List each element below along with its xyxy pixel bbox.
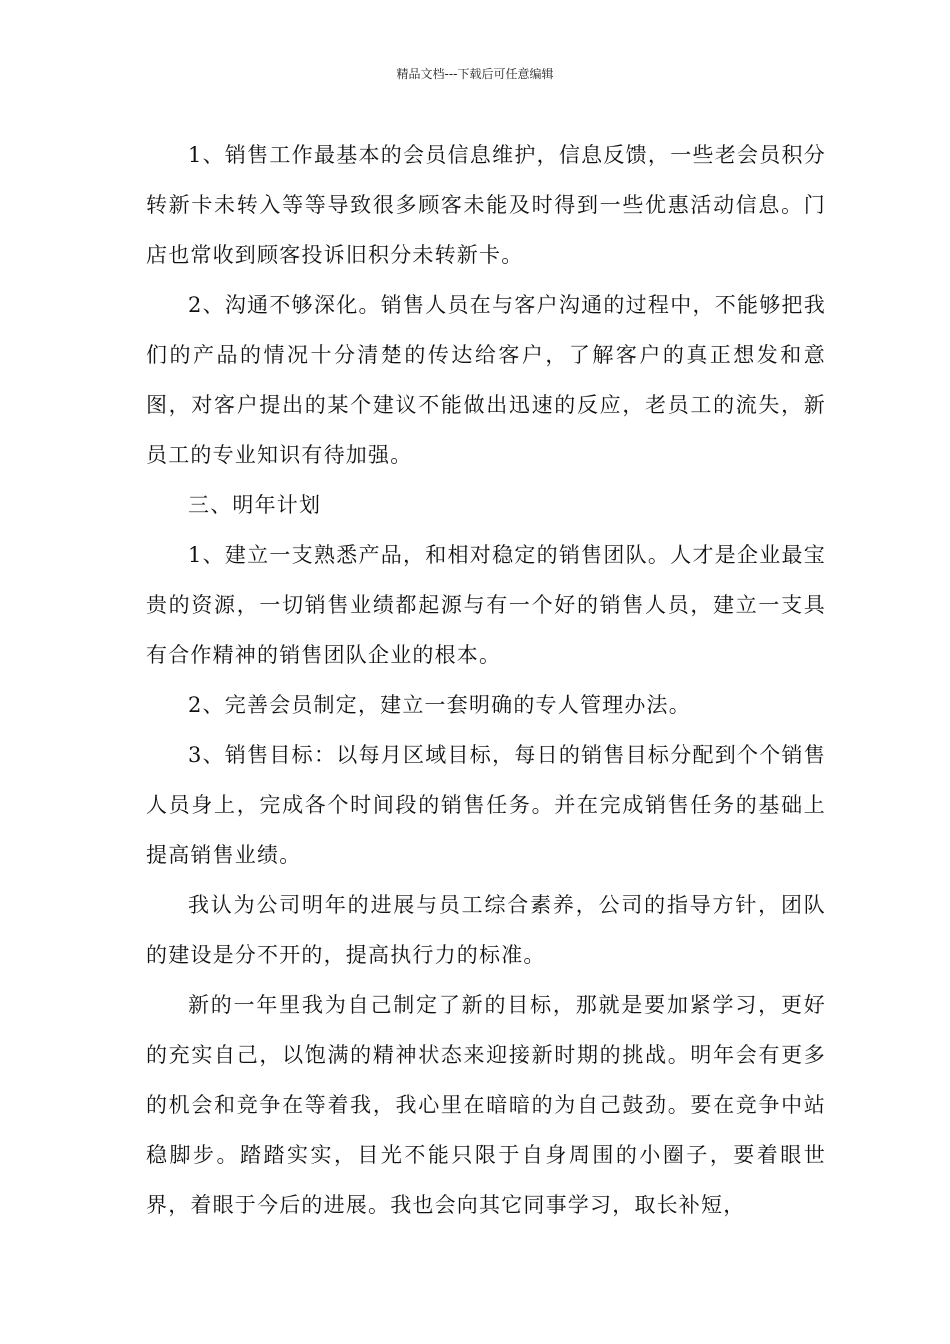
- paragraph-6: 我认为公司明年的进展与员工综合素养，公司的指导方针，团队的建设是分不开的，提高执行力的标准。: [146, 893, 826, 967]
- paragraph-3: 1、建立一支熟悉产品，和相对稳定的销售团队。人才是企业最宝贵的资源，一切销售业绩都起源与有一个好的销售人员，建立一支具有合作精神的销售团队企业的根本。: [146, 543, 826, 667]
- paragraph-2: 2、沟通不够深化。销售人员在与客户沟通的过程中，不能够把我们的产品的情况十分清楚的传达给客户，了解客户的真正想发和意图，对客户提出的某个建议不能做出迅速的反应，老员工的流失，新员工的专业知识有待加强。: [146, 293, 826, 467]
- paragraph-4: 2、完善会员制定，建立一套明确的专人管理办法。: [188, 693, 691, 717]
- paragraph-5: 3、销售目标：以每月区域目标，每日的销售目标分配到个个销售人员身上，完成各个时间段的销售任务。并在完成销售任务的基础上提高销售业绩。: [146, 743, 826, 867]
- paragraph-1: 1、销售工作最基本的会员信息维护，信息反馈，一些老会员积分转新卡未转入等等导致很多顾客未能及时得到一些优惠活动信息。门店也常收到顾客投诉旧积分未转新卡。: [146, 143, 826, 267]
- section-heading: 三、明年计划: [188, 493, 322, 517]
- paragraph-7: 新的一年里我为自己制定了新的目标，那就是要加紧学习，更好的充实自己，以饱满的精神状态来迎接新时期的挑战。明年会有更多的机会和竞争在等着我，我心里在暗暗的为自己鼓劲。要在竞争中站稳脚步。踏踏实实，目光不能只限于自身周围的小圈子，要着眼世界，着眼于今后的进展。我也会向其它同事学习，取长补短，: [146, 993, 826, 1217]
- document-body: [146, 130, 826, 1230]
- page-header: 精品文档---下载后可任意编辑: [396, 67, 554, 81]
